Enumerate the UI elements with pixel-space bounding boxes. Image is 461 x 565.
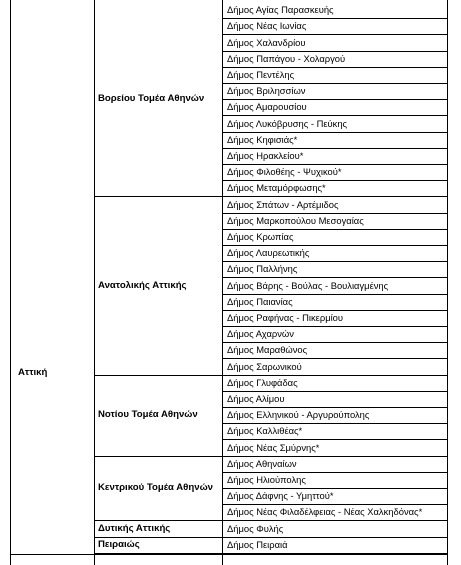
municipality-name: Δήμος Παλλήνης xyxy=(227,263,298,275)
row-divider xyxy=(222,18,447,19)
municipality-name: Δήμος Παιανίας xyxy=(227,295,293,307)
municipality-name: Δήμος Μεταμόρφωσης* xyxy=(227,182,326,194)
unit-divider xyxy=(94,456,222,457)
municipality-name: Δήμος Σπάτων - Αρτέμιδος xyxy=(227,198,339,210)
unit-name: Δυτικής Αττικής xyxy=(98,522,171,534)
municipality-name: Δήμος Αλίμου xyxy=(227,393,285,404)
row-divider xyxy=(222,326,447,327)
municipality-name: Δήμος Βάρης - Βούλας - Βουλιαγμένης xyxy=(227,279,389,291)
municipality-name: Δήμος Πειραιά xyxy=(227,538,288,550)
municipality-name: Δήμος Φυλής xyxy=(227,522,284,534)
municipality-name: Δήμος Λυκόβρυσης - Πεύκης xyxy=(227,117,348,129)
row-divider xyxy=(222,83,447,84)
unit-name: Πειραιώς xyxy=(98,538,140,550)
border-unit xyxy=(94,0,95,565)
row-divider xyxy=(222,132,447,133)
row-divider xyxy=(222,67,447,68)
row-divider xyxy=(222,245,447,246)
municipality-name: Δήμος Δάφνης - Υμηττού* xyxy=(227,490,334,502)
row-divider xyxy=(222,423,447,424)
border-right xyxy=(447,0,448,565)
municipality-name: Δήμος Νέας Φιλαδέλφειας - Νέας Χαλκηδόνας* xyxy=(227,506,423,518)
row-divider xyxy=(222,456,447,457)
border-left xyxy=(10,0,11,565)
municipality-name: Δήμος Αγίας Παρασκευής xyxy=(227,4,334,16)
municipality-name: Δήμος Αχαρνών xyxy=(227,328,294,340)
row-divider xyxy=(222,488,447,489)
row-divider xyxy=(222,375,447,376)
row-divider xyxy=(222,294,447,295)
region-name: Αττική xyxy=(18,366,48,378)
row-divider xyxy=(222,472,447,473)
municipality-name: Δήμος Ηλιούπολης xyxy=(227,474,306,485)
municipality-name: Δήμος Πεντέλης xyxy=(227,69,295,80)
municipality-name: Δήμος Ελληνικού - Αργυρούπολης xyxy=(227,409,370,421)
municipality-name: Δήμος Νέας Σμύρνης* xyxy=(227,441,320,453)
unit-name: Νοτίου Τομέα Αθηνών xyxy=(98,409,198,421)
row-divider xyxy=(222,180,447,181)
row-divider xyxy=(222,51,447,52)
unit-divider xyxy=(94,196,222,197)
row-divider xyxy=(222,148,447,149)
municipality-name: Δήμος Μαρκοπούλου Μεσογαίας xyxy=(227,214,364,226)
row-divider xyxy=(222,277,447,278)
row-divider xyxy=(222,439,447,440)
municipality-name: Δήμος Σαρωνικού xyxy=(227,360,302,372)
unit-divider xyxy=(94,520,222,521)
table-bottom-divider xyxy=(10,554,447,555)
row-divider xyxy=(222,115,447,116)
unit-name: Κεντρικού Τομέα Αθηνών xyxy=(98,482,214,493)
row-divider xyxy=(222,537,447,538)
municipality-name: Δήμος Κηφισιάς* xyxy=(227,133,298,145)
municipality-name: Δήμος Νέας Ιωνίας xyxy=(227,20,307,32)
municipality-name: Δήμος Αμαρουσίου xyxy=(227,101,307,113)
municipality-name: Δήμος Βριλησσίων xyxy=(227,85,306,97)
row-divider xyxy=(222,342,447,343)
municipality-name: Δήμος Ραφήνας - Πικερμίου xyxy=(227,312,344,323)
row-divider xyxy=(222,34,447,35)
unit-divider xyxy=(94,375,222,376)
municipality-name: Δήμος Παπάγου - Χολαργού xyxy=(227,52,346,64)
row-divider xyxy=(222,164,447,165)
municipality-name: Δήμος Ηρακλείου* xyxy=(227,150,304,161)
municipality-name: Δήμος Φιλοθέης - Ψυχικού* xyxy=(227,166,342,178)
row-divider xyxy=(222,99,447,100)
row-divider xyxy=(222,504,447,505)
row-divider xyxy=(222,520,447,521)
municipality-name: Δήμος Γλυφάδας xyxy=(227,376,298,388)
municipality-name: Δήμος Λαυρεωτικής xyxy=(227,247,310,259)
unit-name: Βορείου Τομέα Αθηνών xyxy=(98,93,205,105)
border-municipality xyxy=(222,0,223,565)
row-divider xyxy=(222,213,447,214)
row-divider xyxy=(222,407,447,408)
municipality-name: Δήμος Χαλανδρίου xyxy=(227,36,306,48)
row-divider xyxy=(222,261,447,262)
unit-name: Ανατολικής Αττικής xyxy=(98,279,187,291)
row-divider xyxy=(222,310,447,311)
municipality-name: Δήμος Κρωπίας xyxy=(227,231,294,242)
row-divider xyxy=(222,391,447,392)
row-divider xyxy=(222,358,447,359)
municipality-name: Δήμος Μαραθώνος xyxy=(227,344,308,356)
row-divider xyxy=(222,229,447,230)
municipality-name: Δήμος Αθηναίων xyxy=(227,457,297,469)
row-divider xyxy=(222,196,447,197)
unit-divider xyxy=(94,537,222,538)
municipality-name: Δήμος Καλλιθέας* xyxy=(227,425,303,437)
